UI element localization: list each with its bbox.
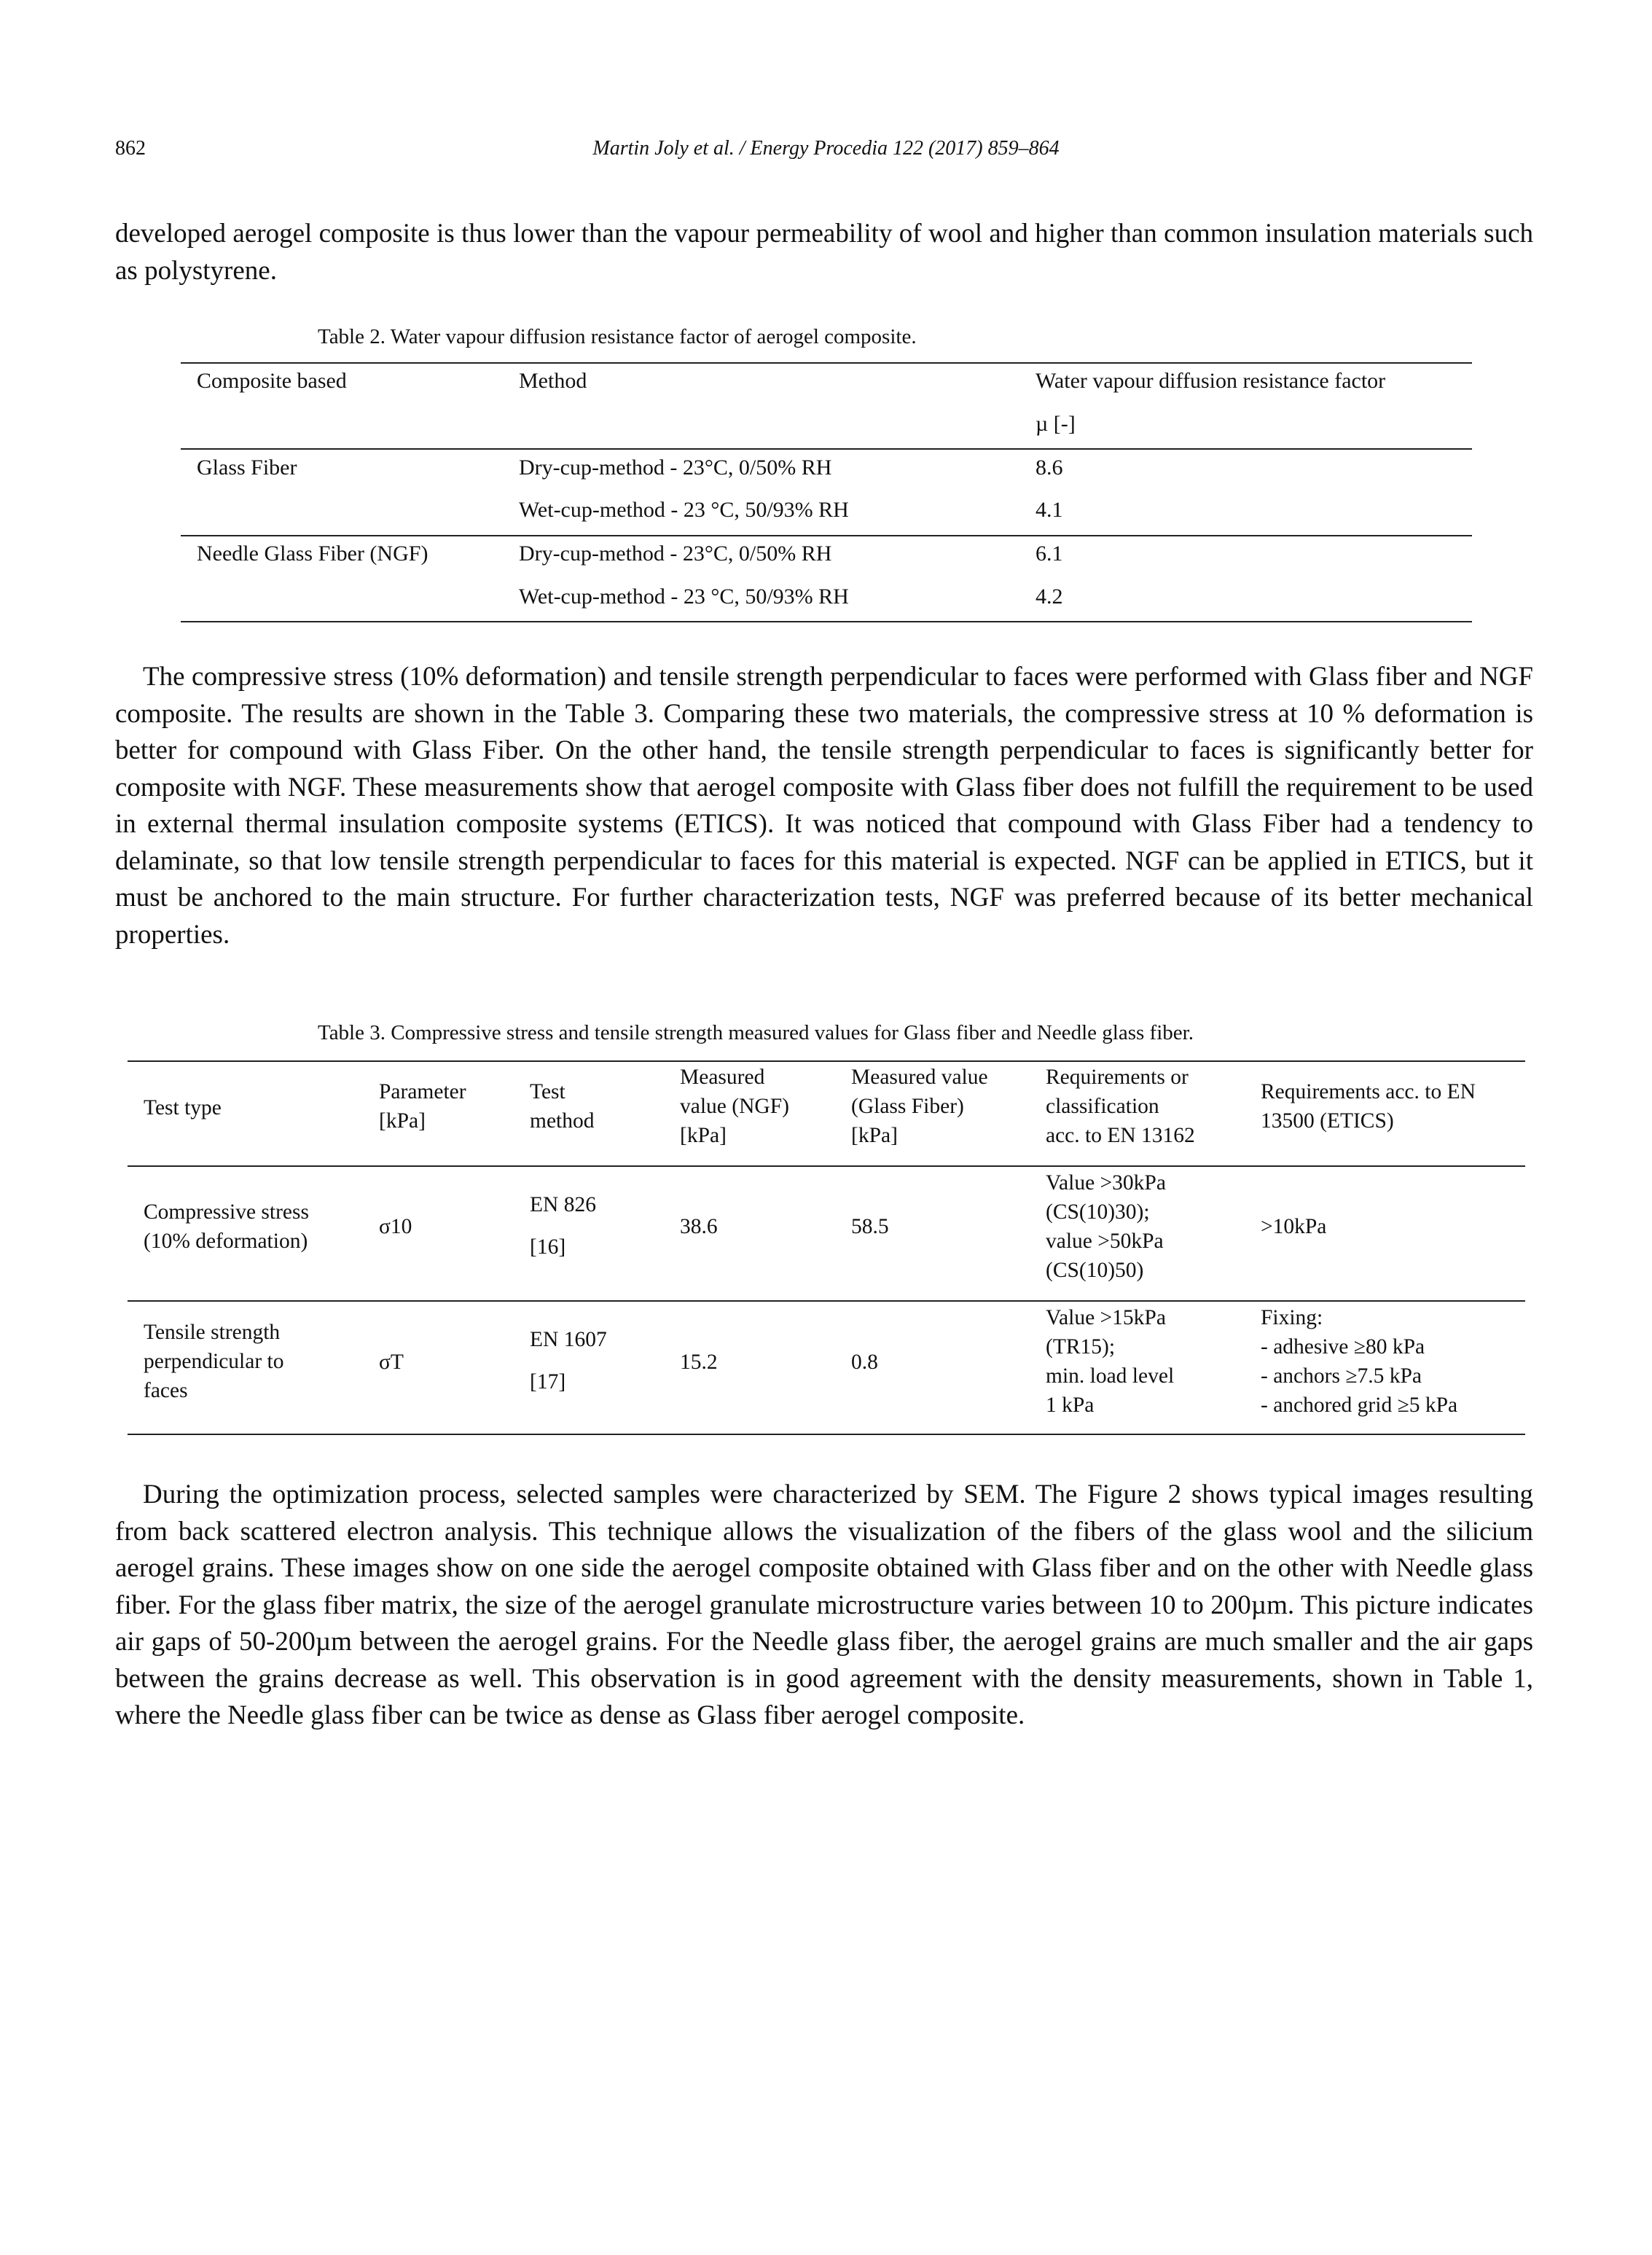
table3-cell-ngf: 15.2 xyxy=(680,1351,718,1374)
table2-cell: Dry-cup-method - 23°C, 0/50% RH xyxy=(519,542,832,566)
table3-header-req13162: Requirements or classification acc. to EN 13162 xyxy=(1046,1066,1195,1147)
table2-bottom-rule xyxy=(181,621,1472,622)
table3-row-rule xyxy=(128,1300,1525,1302)
table2-cell: Wet-cup-method - 23 °C, 50/93% RH xyxy=(519,498,849,522)
table3-cell-test-type: Tensile strength perpendicular to faces xyxy=(144,1321,284,1402)
table2-header-unit: µ [-] xyxy=(1036,412,1076,436)
table3-cell-parameter: σT xyxy=(379,1351,404,1374)
table2-cell: 8.6 xyxy=(1036,456,1063,480)
table3-cell-method: EN 1607 [17] xyxy=(530,1328,607,1394)
table2-group-rule xyxy=(181,535,1472,536)
table3-cell-req13162: Value >15kPa (TR15); min. load level 1 kPa xyxy=(1046,1306,1175,1417)
table2-cell: Needle Glass Fiber (NGF) xyxy=(197,542,428,566)
table3-cell-req13162: Value >30kPa (CS(10)30); value >50kPa (CS(10)50) xyxy=(1046,1171,1166,1282)
table3-caption: Table 3. Compressive stress and tensile strength measured values for Glass fiber and Needle glass fiber. xyxy=(318,1021,1194,1044)
table2-header-factor: Water vapour diffusion resistance factor xyxy=(1036,369,1386,393)
table3-cell-method: EN 826 [16] xyxy=(530,1193,596,1259)
paragraph-3: During the optimization process, selected samples were characterized by SEM. The Figure 2 shows typical images resulting from back scattered electron analysis. This technique allows the visualization of the fibers of the glass wool and the silicium aerogel grains. These images show on one side the aerogel composite obtained with Glass fiber and on the other with Needle glass fiber. For the glass fiber matrix, the size of the aerogel granulate microstructure varies between 10 to 200µm. This picture indicates air gaps of 50-200µm between the aerogel grains. For the Needle glass fiber, the aerogel grains are much smaller and the air gaps between the grains decrease as well. This observation is in good agreement with the density measurements, shown in Table 1, where the Needle glass fiber can be twice as dense as Glass fiber aerogel composite. xyxy=(115,1480,1533,1730)
table3-cell-test-type: Compressive stress (10% deformation) xyxy=(144,1200,309,1253)
table3-header-req13500: Requirements acc. to EN 13500 (ETICS) xyxy=(1261,1080,1476,1133)
table3-header-test-type: Test type xyxy=(144,1096,222,1119)
table3-cell-req13500: Fixing: - adhesive ≥80 kPa - anchors ≥7.5 kPa - anchored grid ≥5 kPa xyxy=(1261,1306,1458,1417)
table3-cell-parameter: σ10 xyxy=(379,1215,412,1238)
table3-header-parameter: Parameter [kPa] xyxy=(379,1080,466,1133)
table2-cell: Wet-cup-method - 23 °C, 50/93% RH xyxy=(519,585,849,609)
table2-header-method: Method xyxy=(519,369,587,393)
table3-top-rule xyxy=(128,1060,1525,1062)
table2-cell: 4.1 xyxy=(1036,498,1063,522)
paragraph-1: developed aerogel composite is thus lower than the vapour permeability of wool and higher than common insulation materials such as polystyrene. xyxy=(115,219,1533,286)
running-title: Martin Joly et al. / Energy Procedia 122 (2017) 859–864 xyxy=(592,137,1060,160)
paragraph-2: The compressive stress (10% deformation) and tensile strength perpendicular to faces were performed with Glass fiber and NGF composite. The results are shown in the Table 3. Comparing these two materials, the compressive stress at 10 % deformation is better for compound with Glass Fiber. On the other hand, the tensile strength perpendicular to faces is significantly better for composite with NGF. These measurements show that aerogel composite with Glass fiber does not fulfill the requirement to be used in external thermal insulation composite systems (ETICS). It was noticed that compound with Glass Fiber had a tendency to delaminate, so that low tensile strength perpendicular to faces for this material is expected. NGF can be applied in ETICS, but it must be anchored to the main structure. For further characterization tests, NGF was preferred because of its better mechanical properties. xyxy=(115,662,1533,950)
page-number: 862 xyxy=(115,137,146,160)
table2-header-composite: Composite based xyxy=(197,369,347,393)
table3-cell-req13500: >10kPa xyxy=(1261,1215,1327,1238)
table3-cell-ngf: 38.6 xyxy=(680,1215,718,1238)
table3-cell-glass: 58.5 xyxy=(851,1215,889,1238)
table2-header-rule xyxy=(181,448,1472,450)
table2-cell: 4.2 xyxy=(1036,585,1063,609)
table3-header-glass: Measured value (Glass Fiber) [kPa] xyxy=(851,1066,988,1147)
table2-cell: 6.1 xyxy=(1036,542,1063,566)
table3-header-ngf: Measured value (NGF) [kPa] xyxy=(680,1066,789,1147)
table3-cell-glass: 0.8 xyxy=(851,1351,878,1374)
table3-header-rule xyxy=(128,1165,1525,1167)
table2-cell: Glass Fiber xyxy=(197,456,297,480)
table2-caption: Table 2. Water vapour diffusion resistance factor of aerogel composite. xyxy=(318,325,917,348)
table2-cell: Dry-cup-method - 23°C, 0/50% RH xyxy=(519,456,832,480)
table3-header-test-method: Test method xyxy=(530,1080,595,1133)
table2-top-rule xyxy=(181,362,1472,364)
table3-bottom-rule xyxy=(128,1434,1525,1435)
